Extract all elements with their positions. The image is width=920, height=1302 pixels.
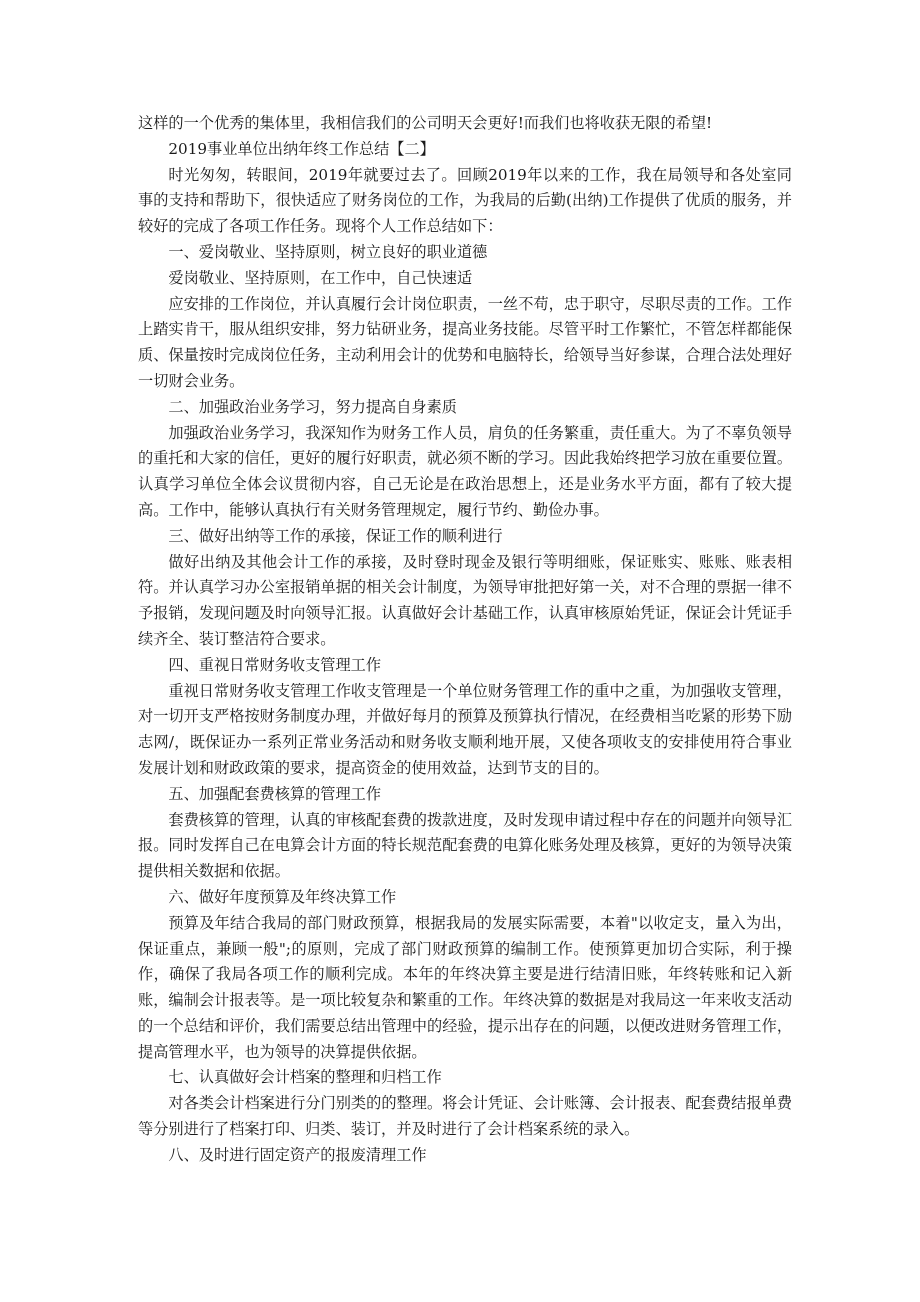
body-paragraph: 应安排的工作岗位，并认真履行会计岗位职责，一丝不苟，忠于职守，尽职尽责的工作。工作上踏实肯干，服从组织安排，努力钻研业务，提高业务技能。尽管平时工作繁忙，不管怎样都能保质、保量按时完成岗位任务，主动利用会计的优势和电脑特长，给领导当好参谋，合理合法处理好一切财会业务。 [138, 294, 792, 390]
body-paragraph: 重视日常财务收支管理工作收支管理是一个单位财务管理工作的重中之重，为加强收支管理，对一切开支严格按财务制度办理，并做好每月的预算及预算执行情况，在经费相当吃紧的形势下励志网/，既保证办一系列正常业务活动和财务收支顺利地开展，又使各项收支的安排使用符合事业发展计划和财政政策的要求，提高资金的使用效益，达到节支的目的。 [138, 681, 792, 777]
section-heading: 六、做好年度预算及年终决算工作 [168, 887, 397, 906]
body-paragraph: 做好出纳及其他会计工作的承接，及时登时现金及银行等明细账，保证账实、账账、账表相符。并认真学习办公室报销单据的相关会计制度，为领导审批把好第一关，对不合理的票据一律不予报销，发现问题及时向领导汇报。认真做好会计基础工作，认真审核原始凭证，保证会计凭证手续齐全、装订整洁符合要求。 [138, 552, 792, 648]
section-heading: 八、及时进行固定资产的报废清理工作 [168, 1145, 427, 1164]
body-paragraph: 预算及年结合我局的部门财政预算，根据我局的发展实际需要，本着"以收定支，量入为出，保证重点，兼顾一般";的原则，完成了部门财政预算的编制工作。使预算更加切合实际，利于操作，确保了我局各项工作的顺利完成。本年的年终决算主要是进行结清旧账，年终转账和记入新账，编制会计报表等。是一项比较复杂和繁重的工作。年终决算的数据是对我局这一年来收支活动的一个总结和评价，我们需要总结出管理中的经验，提示出存在的问题，以便改进财务管理工作，提高管理水平，也为领导的决算提供依据。 [138, 913, 792, 1061]
body-paragraph: 这样的一个优秀的集体里，我相信我们的公司明天会更好!而我们也将收获无限的希望! [138, 114, 713, 132]
body-paragraph: 套费核算的管理，认真的审核配套费的拨款进度，及时发现申请过程中存在的问题并向领导汇报。同时发挥自己在电算会计方面的特长规范配套费的电算化账务处理及核算，更好的为领导决策提供相关数据和依据。 [138, 810, 792, 881]
section-heading: 二、加强政治业务学习，努力提高自身素质 [168, 397, 457, 416]
body-paragraph: 时光匆匆，转眼间，2019年就要过去了。回顾2019年以来的工作，我在局领导和各处室同事的支持和帮助下，很快适应了财务岗位的工作，为我局的后勤(出纳)工作提供了优质的服务，并较好的完成了各项工作任务。现将个人工作总结如下： [138, 165, 792, 236]
section-title: 2019事业单位出纳年终工作总结【二】 [168, 139, 435, 158]
body-paragraph: 爱岗敬业、坚持原则，在工作中，自己快速适 [168, 268, 473, 287]
body-paragraph: 对各类会计档案进行分门别类的的整理。将会计凭证、会计账簿、会计报表、配套费结报单费等分别进行了档案打印、归类、装订，并及时进行了会计档案系统的录入。 [138, 1094, 792, 1139]
body-paragraph: 加强政治业务学习，我深知作为财务工作人员，肩负的任务繁重，责任重大。为了不辜负领导的重托和大家的信任，更好的履行好职责，就必须不断的学习。因此我始终把学习放在重要位置。认真学习单位全体会议贯彻内容，自己无论是在政治思想上，还是业务水平方面，都有了较大提高。工作中，能够认真执行有关财务管理规定，履行节约、勤俭办事。 [138, 423, 792, 519]
section-heading: 三、做好出纳等工作的承接，保证工作的顺利进行 [168, 526, 503, 545]
section-heading: 五、加强配套费核算的管理工作 [168, 784, 382, 803]
section-heading: 一、爱岗敬业、坚持原则，树立良好的职业道德 [168, 242, 488, 261]
section-heading: 四、重视日常财务收支管理工作 [168, 655, 382, 674]
document-page [138, 111, 792, 1169]
section-heading: 七、认真做好会计档案的整理和归档工作 [168, 1068, 442, 1087]
